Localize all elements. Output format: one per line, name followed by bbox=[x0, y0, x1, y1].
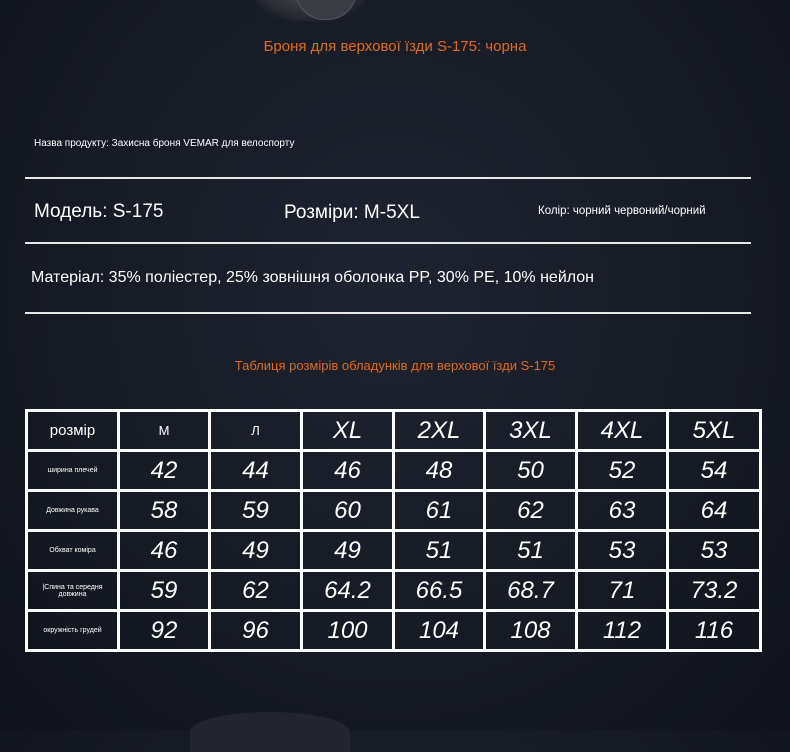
measurement-value: 51 bbox=[394, 531, 485, 571]
measurement-value: 64.2 bbox=[302, 571, 394, 611]
size-header-xl: XL bbox=[302, 411, 394, 451]
measurement-value: 68.7 bbox=[485, 571, 577, 611]
measurement-value: 62 bbox=[485, 491, 577, 531]
size-header-3xl: 3XL bbox=[485, 411, 577, 451]
size-chart-table bbox=[25, 409, 762, 652]
measurement-value: 54 bbox=[668, 451, 761, 491]
measurement-value: 112 bbox=[577, 611, 668, 651]
measurement-value: 59 bbox=[210, 491, 302, 531]
measurement-value: 53 bbox=[668, 531, 761, 571]
table-row bbox=[27, 611, 761, 651]
size-chart-title: Таблиця розмірів обладунків для верхової їзди S-175 bbox=[234, 358, 556, 373]
measurement-value: 44 bbox=[210, 451, 302, 491]
product-title: Броня для верхової їзди S-175: чорна bbox=[263, 38, 527, 55]
divider-2 bbox=[25, 242, 751, 244]
size-header-m: М bbox=[119, 411, 210, 451]
measurement-label: Обхват коміра bbox=[27, 531, 119, 571]
measurement-value: 60 bbox=[302, 491, 394, 531]
measurement-label: окружність грудей bbox=[27, 611, 119, 651]
measurement-value: 59 bbox=[119, 571, 210, 611]
measurement-value: 49 bbox=[302, 531, 394, 571]
measurement-value: 104 bbox=[394, 611, 485, 651]
table-row bbox=[27, 571, 761, 611]
measurement-value: 64 bbox=[668, 491, 761, 531]
measurement-value: 48 bbox=[394, 451, 485, 491]
measurement-value: 58 bbox=[119, 491, 210, 531]
measurement-value: 108 bbox=[485, 611, 577, 651]
measurement-value: 92 bbox=[119, 611, 210, 651]
model-label: Модель: S-175 bbox=[34, 201, 164, 222]
measurement-label: |Спина та середня довжина bbox=[27, 571, 119, 611]
measurement-value: 46 bbox=[302, 451, 394, 491]
measurement-label: Довжина рукава bbox=[27, 491, 119, 531]
material-label: Матеріал: 35% поліестер, 25% зовнішня оболонка PP, 30% PE, 10% нейлон bbox=[31, 269, 594, 286]
sizes-label: Розміри: M-5XL bbox=[284, 202, 420, 223]
measurement-value: 50 bbox=[485, 451, 577, 491]
table-row bbox=[27, 451, 761, 491]
product-name-line: Назва продукту: Захисна броня VEMAR для велоспорту bbox=[34, 138, 295, 149]
table-row bbox=[27, 531, 761, 571]
measurement-value: 61 bbox=[394, 491, 485, 531]
size-header-4xl: 4XL bbox=[577, 411, 668, 451]
measurement-value: 66.5 bbox=[394, 571, 485, 611]
measurement-value: 71 bbox=[577, 571, 668, 611]
size-header-row bbox=[27, 411, 761, 451]
divider-1 bbox=[25, 177, 751, 179]
measurement-value: 52 bbox=[577, 451, 668, 491]
measurement-value: 63 bbox=[577, 491, 668, 531]
measurement-value: 62 bbox=[210, 571, 302, 611]
measurement-value: 49 bbox=[210, 531, 302, 571]
measurement-label: ширина плечей bbox=[27, 451, 119, 491]
measurement-value: 51 bbox=[485, 531, 577, 571]
measurement-value: 100 bbox=[302, 611, 394, 651]
product-image-bottom-fragment bbox=[190, 712, 350, 752]
table-row bbox=[27, 491, 761, 531]
measurement-value: 116 bbox=[668, 611, 761, 651]
size-column-header: розмір bbox=[27, 411, 119, 451]
measurement-value: 46 bbox=[119, 531, 210, 571]
measurement-value: 96 bbox=[210, 611, 302, 651]
size-header-2xl: 2XL bbox=[394, 411, 485, 451]
measurement-value: 42 bbox=[119, 451, 210, 491]
color-label: Колір: чорний червоний/чорний bbox=[538, 205, 706, 217]
measurement-value: 53 bbox=[577, 531, 668, 571]
size-header-l: Л bbox=[210, 411, 302, 451]
measurement-value: 73.2 bbox=[668, 571, 761, 611]
size-header-5xl: 5XL bbox=[668, 411, 761, 451]
divider-3 bbox=[25, 312, 751, 314]
